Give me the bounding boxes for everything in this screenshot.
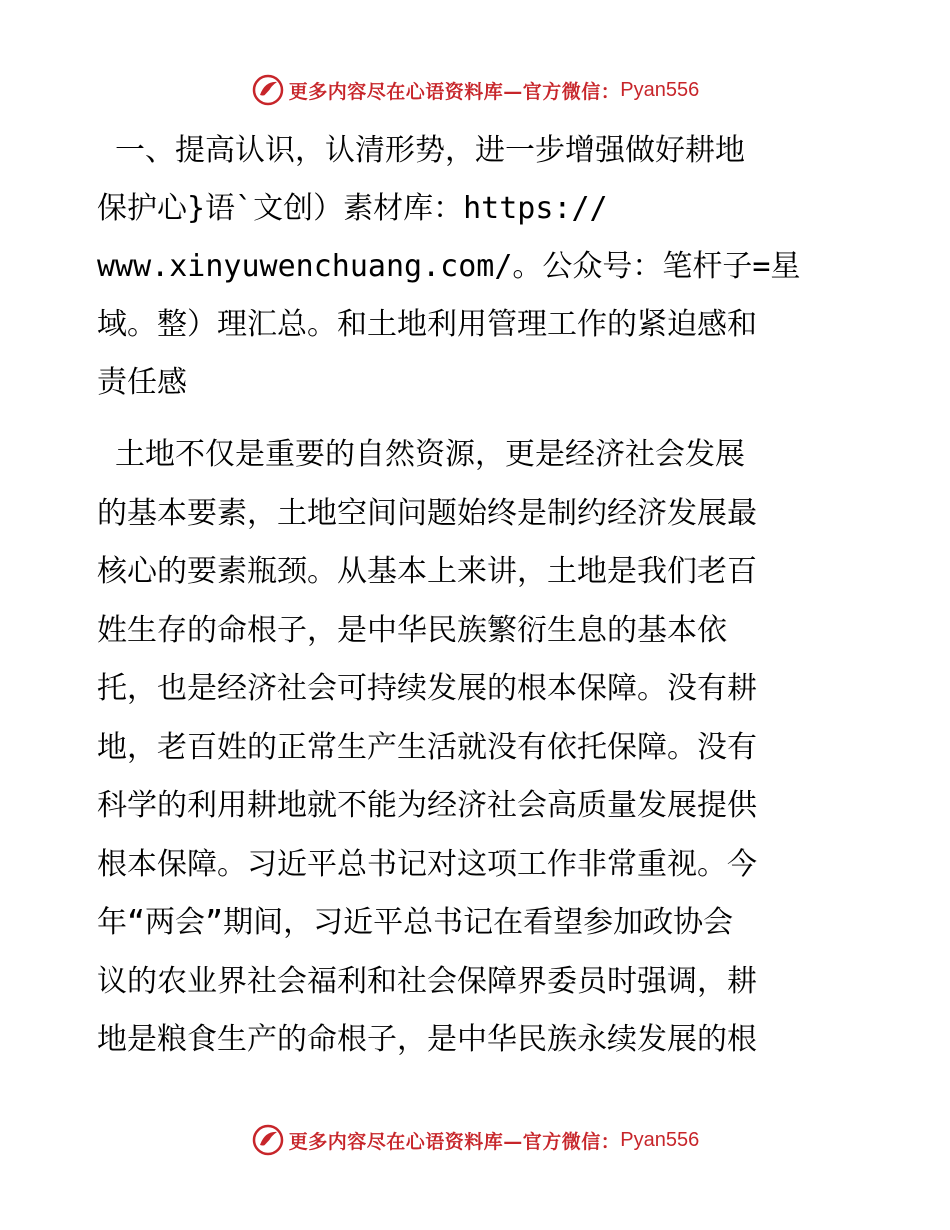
body-line: 地，老百姓的正常生产生活就没有依托保障。没有 (97, 729, 757, 765)
body-paragraph (97, 426, 857, 1070)
brand-logo-icon (251, 1123, 285, 1157)
body-line: 议的农业界社会福利和社会保障界委员时强调，耕 (97, 963, 757, 999)
header-banner (0, 70, 950, 110)
heading-line: 责任感 (97, 365, 187, 400)
body-line: 托，也是经济社会可持续发展的根本保障。没有耕 (97, 671, 757, 706)
body-line: 姓生存的命根子，是中华民族繁衍生息的基本依 (97, 612, 727, 648)
body-line: 核心的要素瓶颈。从基本上来讲，土地是我们老百 (97, 554, 757, 589)
footer-banner-text: 更多内容尽在心语资料库—官方微信： (288, 1130, 621, 1153)
heading-line: 一、提高认识，认清形势，进一步增强做好耕地 (97, 133, 746, 168)
header-banner-text: 更多内容尽在心语资料库—官方微信： (288, 80, 621, 103)
brand-logo-icon (251, 73, 285, 107)
body-line: 土地不仅是重要的自然资源，更是经济社会发展 (97, 437, 746, 472)
body-line: 年“两会”期间，习近平总书记在看望参加政协会 (97, 905, 734, 940)
heading-line: 保护心}语`文创）素材库：https:// (97, 191, 608, 226)
body-line: 地是粮食生产的命根子，是中华民族永续发展的根 (97, 1022, 757, 1057)
section-heading (97, 122, 857, 412)
footer-banner-id: Pyan556 (620, 1128, 700, 1151)
heading-line: www.xinyuwenchuang.com/。公众号：笔杆子=星 (97, 249, 801, 284)
body-line: 的基本要素，土地空间问题始终是制约经济发展最 (97, 495, 757, 531)
article-content (97, 122, 857, 1070)
footer-banner (0, 1120, 950, 1160)
header-banner-id: Pyan556 (620, 78, 700, 101)
heading-line: 域。整）理汇总。和土地利用管理工作的紧迫感和 (97, 307, 757, 342)
body-line: 科学的利用耕地就不能为经济社会高质量发展提供 (97, 788, 757, 823)
body-line: 根本保障。习近平总书记对这项工作非常重视。今 (97, 846, 757, 882)
